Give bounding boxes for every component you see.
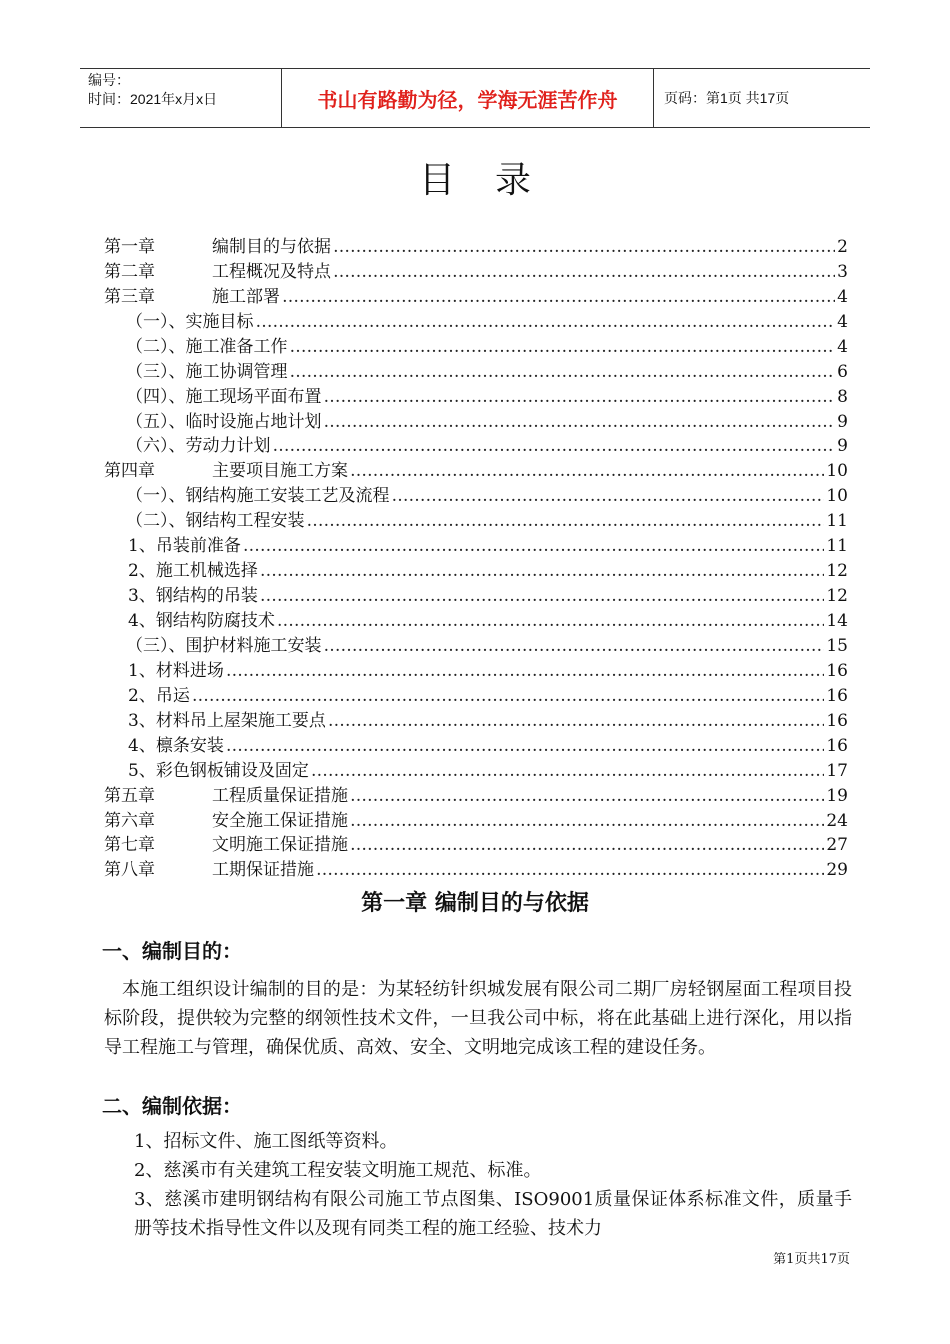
number-label: 编号： [88,72,130,88]
toc-page-number: 4 [837,336,848,357]
toc-entry-text: （四）、施工现场平面布置 [126,386,322,407]
toc-chapter-label: 第三章 [104,286,155,307]
toc-entry[interactable] [104,831,848,856]
toc-leader-dots [260,586,825,606]
toc-leader-dots [226,736,825,756]
section-heading-basis: 二、编制依据： [102,1094,242,1118]
toc-leader-dots [350,786,824,806]
toc-leader-dots [260,561,825,581]
toc-leader-dots [392,486,825,506]
header-motto: 书山有路勤为径，学海无涯苦作舟 [282,69,654,127]
toc-entry[interactable] [104,606,848,631]
toc-entry-text: 施工部署 [212,286,280,307]
page-footer: 第1页共17页 [773,1252,850,1267]
toc-entry[interactable] [104,407,848,432]
toc-leader-dots [307,511,825,531]
toc-page-number: 11 [826,536,848,557]
toc-entry[interactable] [104,656,848,681]
toc-entry-text: （五）、临时设施占地计划 [126,411,322,432]
toc-leader-dots [324,412,836,432]
toc-page-number: 10 [826,461,848,482]
toc-leader-dots [273,436,836,456]
toc-entry-text: （三）、围护材料施工安装 [126,635,322,656]
toc-page-number: 16 [826,710,848,731]
toc-entry[interactable] [104,556,848,581]
toc-entry-text: （一）、实施目标 [126,311,254,332]
toc-entry[interactable] [104,332,848,357]
toc-page-number: 19 [826,785,848,806]
toc-leader-dots [290,337,836,357]
toc-entry[interactable] [104,456,848,481]
toc-entry-text: 2、吊运 [128,685,190,706]
toc-page-number: 4 [837,311,848,332]
toc-entry-text: （一）、钢结构施工安装工艺及流程 [126,486,390,507]
toc-entry-text: （二）、钢结构工程安装 [126,511,305,532]
toc-page-number: 3 [837,261,848,282]
toc-leader-dots [328,711,825,731]
toc-leader-dots [324,636,825,656]
time-label: 时间：2021年x月x日 [88,91,218,107]
toc-leader-dots [192,686,825,706]
toc-leader-dots [243,536,825,556]
list-item: 2、慈溪市有关建筑工程安装文明施工规范、标准。 [134,1160,542,1181]
toc-entry-text: 文明施工保证措施 [212,835,348,856]
toc-entry-text: （六）、劳动力计划 [126,436,271,457]
toc-entry[interactable] [104,432,848,457]
toc-entry[interactable] [104,706,848,731]
header-page-code: 页码：第1页 共17页 [664,90,790,106]
basis-list [104,1127,852,1243]
toc-leader-dots [256,312,836,332]
toc-leader-dots [333,262,835,282]
toc-chapter-label: 第四章 [104,461,155,482]
toc-leader-dots [350,461,824,481]
toc-chapter-label: 第一章 [104,236,155,257]
toc-page-number: 12 [826,561,848,582]
toc-leader-dots [350,811,824,831]
toc-leader-dots [226,661,825,681]
toc-entry[interactable] [104,781,848,806]
toc-leader-dots [282,287,835,307]
toc-page-number: 29 [826,860,848,881]
toc-entry-text: 安全施工保证措施 [212,810,348,831]
toc-entry[interactable] [104,631,848,656]
toc-chapter-label: 第六章 [104,810,155,831]
toc-entry-text: 工程质量保证措施 [212,785,348,806]
toc-page-number: 17 [826,760,848,781]
toc-entry[interactable] [104,357,848,382]
toc-page-number: 4 [837,286,848,307]
section-body-purpose: 本施工组织设计编制的目的是：为某轻纺针织城发展有限公司二期厂房轻钢屋面工程项目投标阶段，提供较为完整的纲领性技术文件，一旦我公司中标，将在此基础上进行深化，用以指导工程施工与管理，确保优质、高效、安全、文明地完成该工程的建设任务。 [104,979,852,1058]
toc-entry[interactable] [104,232,848,257]
toc-page-number: 10 [826,486,848,507]
toc-entry[interactable] [104,581,848,606]
toc-chapter-label: 第二章 [104,261,155,282]
toc-entry-text: 2、施工机械选择 [128,561,258,582]
toc-entry-text: 1、吊装前准备 [128,536,241,557]
toc-leader-dots [311,761,825,781]
toc-entry[interactable] [104,481,848,506]
toc-leader-dots [333,237,835,257]
toc-entry-text: 3、材料吊上屋架施工要点 [128,710,326,731]
toc-entry-text: （二）、施工准备工作 [126,336,288,357]
toc-entry[interactable] [104,681,848,706]
toc-entry[interactable] [104,382,848,407]
toc-entry-text: 工期保证措施 [212,860,314,881]
toc-entry[interactable] [104,282,848,307]
toc-leader-dots [316,860,824,880]
toc-entry[interactable] [104,855,848,880]
toc-page-number: 11 [826,511,848,532]
toc-chapter-label: 第七章 [104,835,155,856]
toc-chapter-label: 第五章 [104,785,155,806]
toc-entry-text: 1、材料进场 [128,660,224,681]
toc-leader-dots [290,362,836,382]
toc-entry-text: 4、钢结构防腐技术 [128,611,275,631]
toc-page-number: 24 [826,810,848,831]
toc-page-number: 8 [837,386,848,407]
toc-page-number: 14 [826,611,848,631]
table-of-contents [104,232,848,880]
list-item: 1、招标文件、施工图纸等资料。 [134,1131,398,1152]
toc-page-number: 15 [826,635,848,656]
toc-page-number: 12 [826,586,848,607]
toc-entry-text: 主要项目施工方案 [212,461,348,482]
toc-leader-dots [277,611,825,631]
toc-entry-text: 编制目的与依据 [212,236,331,257]
toc-page-number: 9 [837,436,848,457]
toc-entry[interactable] [104,731,848,756]
toc-page-number: 16 [826,735,848,756]
page-header [80,68,870,128]
toc-entry-text: 5、彩色钢板铺设及固定 [128,760,309,781]
chapter-title: 第一章 编制目的与依据 [361,891,589,916]
list-item: 3、慈溪市建明钢结构有限公司施工节点图集、ISO9001质量保证体系标准文件，质量手册等技术指导性文件以及现有同类工程的施工经验、技术力 [134,1189,852,1239]
section-heading-purpose: 一、编制目的： [102,939,242,963]
toc-entry-text: 4、檩条安装 [128,735,224,756]
toc-entry-text: 3、钢结构的吊装 [128,586,258,607]
toc-page-number: 16 [826,660,848,681]
toc-entry[interactable] [104,307,848,332]
toc-page-number: 6 [837,361,848,382]
toc-entry[interactable] [104,506,848,531]
toc-title: 目录 [418,160,571,201]
toc-leader-dots [324,387,836,407]
toc-entry[interactable] [104,756,848,781]
toc-entry-text: （三）、施工协调管理 [126,361,288,382]
toc-page-number: 16 [826,685,848,706]
toc-entry[interactable] [104,257,848,282]
toc-entry[interactable] [104,531,848,556]
header-meta [80,69,282,127]
toc-page-number: 9 [837,411,848,432]
toc-page-number: 27 [826,835,848,856]
toc-chapter-label: 第八章 [104,860,155,881]
toc-entry-text: 工程概况及特点 [212,261,331,282]
toc-entry[interactable] [104,806,848,831]
toc-leader-dots [350,835,824,855]
toc-page-number: 2 [837,236,848,257]
